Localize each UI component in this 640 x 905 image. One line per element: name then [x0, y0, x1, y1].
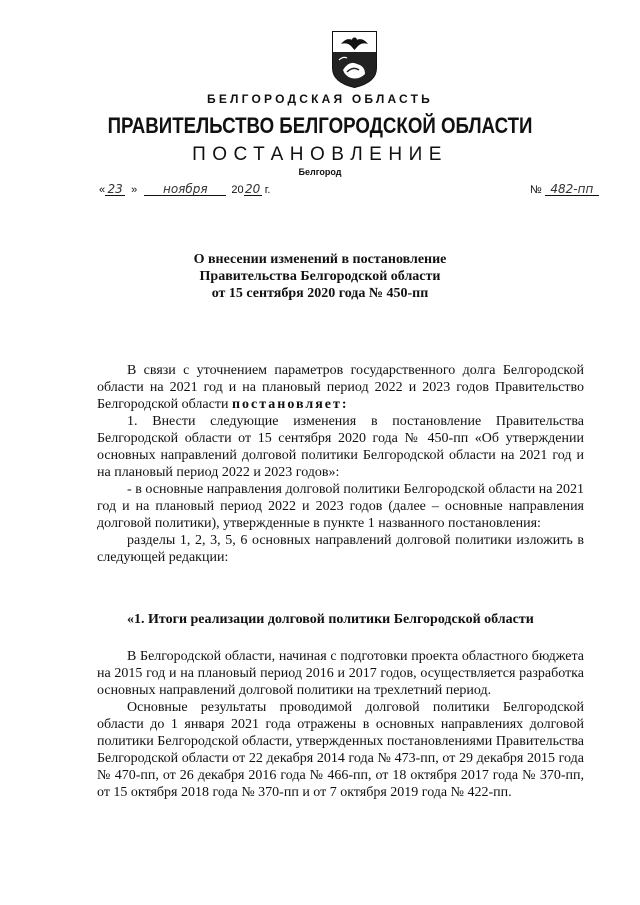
document-date: [99, 183, 270, 196]
date-year-prefix: 20: [231, 184, 244, 196]
section-1-heading: «1. Итоги реализации долговой политики Белгородской области: [127, 612, 534, 627]
title-line-1: О внесении изменений в постановление: [193, 252, 447, 267]
title-line-2: Правительства Белгородской области: [199, 269, 441, 284]
date-open-quote: «: [99, 184, 106, 196]
preamble-paragraph: [97, 362, 584, 413]
section-1-body: [97, 648, 584, 801]
title-line-3: от 15 сентября 2020 года № 450-пп: [211, 286, 429, 301]
number-sign: №: [530, 184, 542, 196]
document-title: [0, 251, 640, 302]
section-1-paragraph-2: Основные результаты проводимой долговой политики Белгородской области до 1 января 2021 года отражены в основных направлениях долговой политики Белгородской области, утвержденных постановлениями Правительства Белгородской области от 22 декабря 2014 года № 473-пп, от 29 декабря 2015 года № 470-пп, от 26 декабря 2016 года № 466-пп, от 18 октября 2017 года № 370-пп, от 15 октября 2018 года № 370-пп и от 7 октября 2019 года № 422-пп.: [97, 700, 584, 800]
preamble-text: В связи с уточнением параметров государственного долга Белгородской области на 2021 год и на плановый период 2022 и 2023 годов Правительство Белгородской области: [97, 363, 584, 412]
item-1-subparagraph: - в основные направления долговой политики Белгородской области на 2021 год и на плановый период 2022 и 2023 годов (далее – основные направления долговой политики), утвержденные в пункте 1 названного постановления:: [97, 482, 584, 531]
section-1-paragraph-1: В Белгородской области, начиная с подготовки проекта областного бюджета на 2015 год и на плановый период 2016 и 2017 годов, осуществляется разработка основных направлений долговой политики на трехлетний период.: [97, 649, 584, 698]
number-value: 482-пп: [545, 183, 599, 196]
date-year-suffix: 20: [244, 182, 261, 196]
coat-of-arms-icon: [331, 30, 378, 88]
preamble-block: [97, 362, 584, 566]
date-month: ноября: [144, 183, 226, 196]
document-type: ПОСТАНОВЛЕНИЕ: [192, 144, 448, 165]
sections-paragraph: разделы 1, 2, 3, 5, 6 основных направлений долговой политики изложить в следующей редакции:: [97, 533, 584, 565]
region-name: БЕЛГОРОДСКАЯ ОБЛАСТЬ: [207, 92, 433, 106]
government-name: ПРАВИТЕЛЬСТВО БЕЛГОРОДСКОЙ ОБЛАСТИ: [107, 113, 533, 138]
city-name: Белгород: [298, 167, 342, 177]
date-year-abbr: г.: [264, 184, 271, 196]
item-1-paragraph: 1. Внести следующие изменения в постановление Правительства Белгородской области от 15 сентября 2020 года № 450-пп «Об утверждении основных направлений долговой политики Белгородской области на 2021 год и на плановый период 2022 и 2023 годов»:: [97, 414, 584, 480]
document-number: [530, 183, 599, 196]
date-day: 23: [105, 183, 125, 196]
resolves-word: постановляет:: [231, 397, 349, 412]
date-close-quote: »: [131, 184, 138, 196]
